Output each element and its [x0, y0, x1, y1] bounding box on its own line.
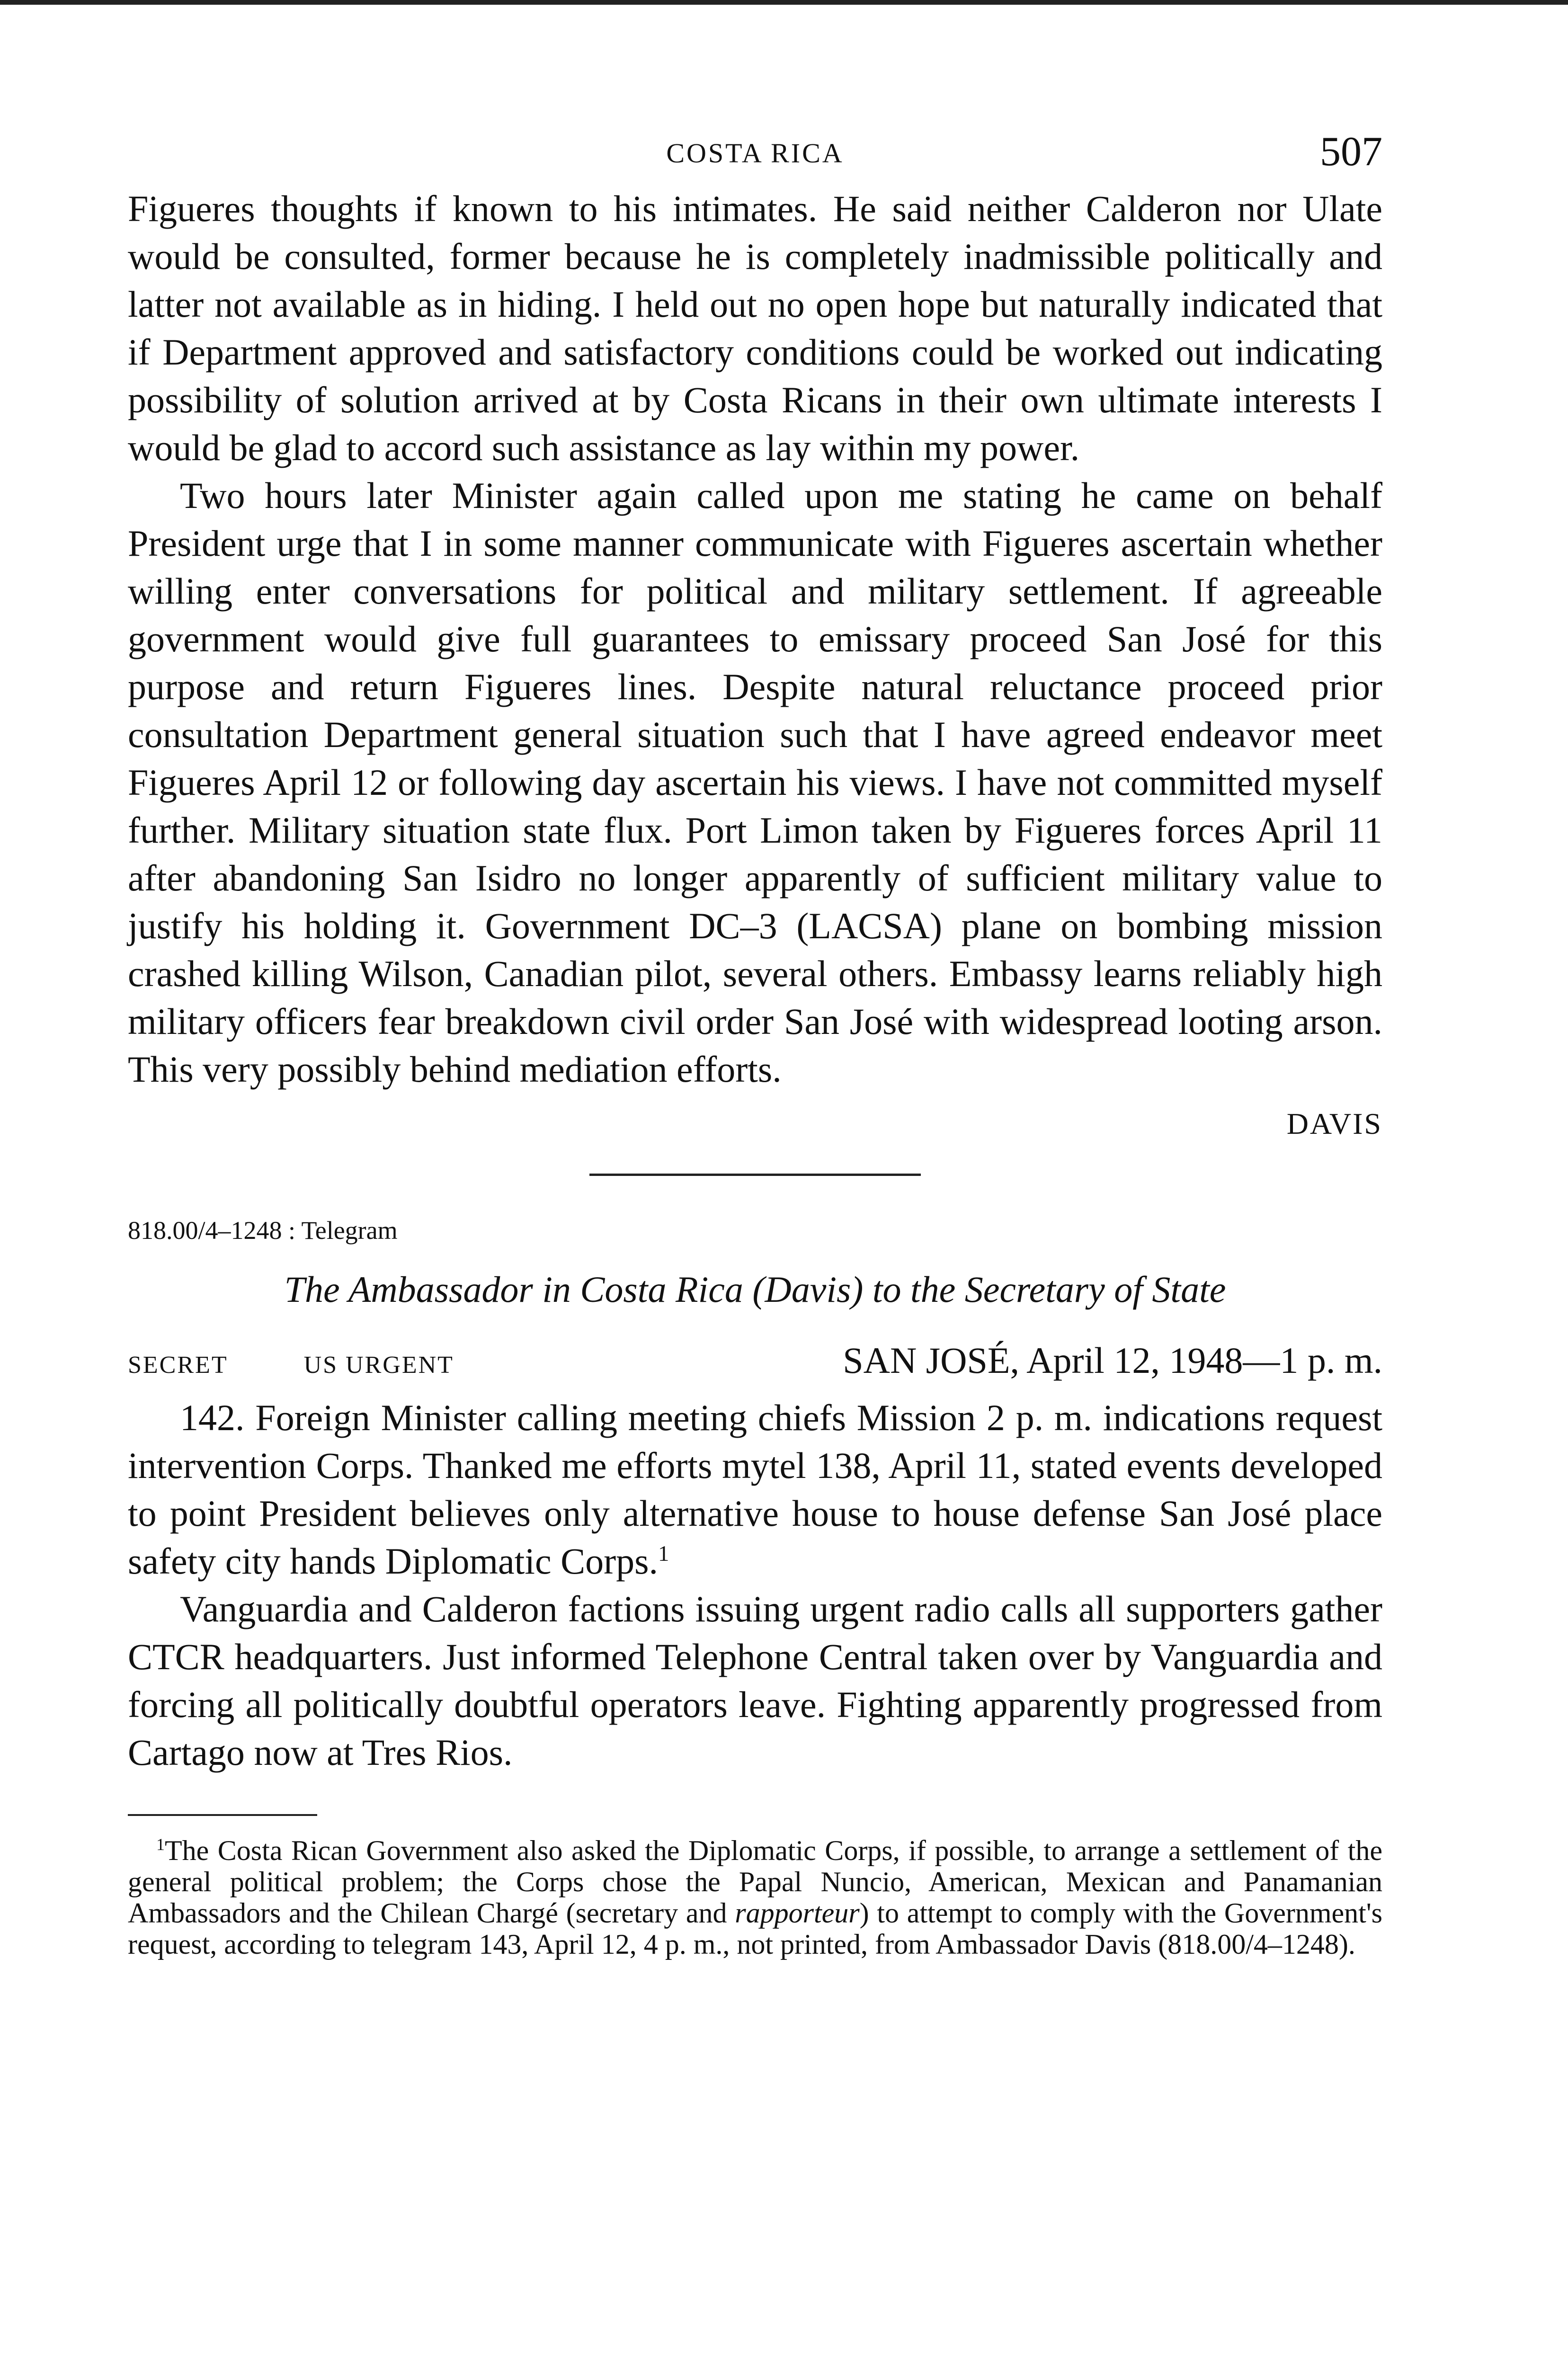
page-top-border [0, 0, 1568, 5]
footnote-italic-term: rapporteur [735, 1897, 860, 1929]
section-divider [589, 1174, 921, 1176]
running-header [128, 129, 1382, 185]
footnote [128, 1835, 1382, 1960]
footnote-divider [128, 1814, 317, 1816]
body-paragraph: Two hours later Minister again called upon me stating he came on behalf President urge that I in some manner communicate with Figueres ascertain whether willing enter conversations for political and military settlement. If agreeable government would give full guarantees to emissary proceed San José for this purpose and return Figueres lines. Despite natural reluctance proceed prior consultation Department general situation such that I have agreed endeavor meet Figueres April 12 or following day ascertain his views. I have not committed myself further. Military situation state flux. Port Limon taken by Figueres forces April 11 after abandoning San Isidro no longer apparently of sufficient military value to justify his holding it. Government DC–3 (LACSA) plane on bombing mission crashed killing Wilson, Canadian pilot, several others. Embassy learns reliably high military officers fear breakdown civil order San José with widespread looting arson. This very possibly behind mediation efforts. [128, 475, 1382, 1090]
footnote-text-2: ) to attempt to comply with the Government's request, according to telegram 143, April 12, 4 p. m., not printed, from Ambassador Davis (818.00/4–1248). [128, 1897, 1382, 1960]
document-page [128, 129, 1382, 1960]
priority-label: US URGENT [303, 1352, 454, 1379]
footnote-text-1: The Costa Rican Government also asked the Diplomatic Corps, if possible, to arrange a settlement of the general political problem; the Corps chose the Papal Nuncio, American, Mexican and Panamanian Ambassadors and the Chilean Chargé (secretary and [128, 1835, 1382, 1929]
footnote-marker: 1 [156, 1835, 165, 1854]
telegram-paragraph-1 [128, 1394, 1382, 1585]
file-reference: 818.00/4–1248 : Telegram [128, 1216, 398, 1245]
telegram-paragraph-2: Vanguardia and Calderon factions issuing urgent radio calls all supporters gather CTCR headquarters. Just informed Telephone Central taken over by Vanguardia and forcing all politically doubtful operators leave. Fighting apparently progressed from Cartago now at Tres Rios. [128, 1588, 1382, 1773]
running-title: COSTA RICA [666, 138, 844, 169]
signature: DAVIS [1286, 1107, 1382, 1140]
place-date: SAN JOSÉ, April 12, 1948—1 p. m. [843, 1340, 1382, 1381]
page-number: 507 [1320, 129, 1382, 175]
classification-label: SECRET [128, 1352, 228, 1379]
footnote-reference[interactable]: 1 [658, 1541, 669, 1566]
document-heading: The Ambassador in Costa Rica (Davis) to the Secretary of State [284, 1269, 1226, 1310]
dateline [128, 1337, 1382, 1389]
telegram-paragraph-1-text: 142. Foreign Minister calling meeting chiefs Mission 2 p. m. indications request intervention Corps. Thanked me efforts mytel 138, April 11, stated events developed to point President believes only alternative house to house defense San José place safety city hands Diplomatic Corps. [128, 1397, 1382, 1582]
continued-paragraph: Figueres thoughts if known to his intimates. He said neither Calderon nor Ulate would be consulted, former because he is completely inadmissible politically and latter not available as in hiding. I held out no open hope but naturally indicated that if Department approved and satisfactory conditions could be worked out indicating possibility of solution arrived at by Costa Ricans in their own ultimate interests I would be glad to accord such assistance as lay within my power. [128, 188, 1382, 468]
